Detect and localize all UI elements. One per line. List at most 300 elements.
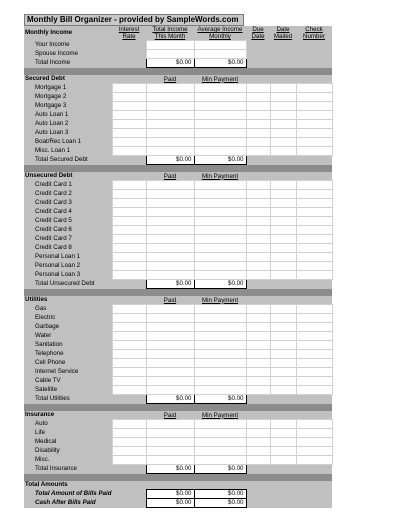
entry-cell[interactable] xyxy=(112,350,146,359)
entry-cell[interactable] xyxy=(194,305,246,314)
row-label: Misc. xyxy=(24,456,112,465)
row-label: Satellite xyxy=(24,386,112,395)
entry-cell[interactable] xyxy=(270,102,296,111)
entry-cell[interactable] xyxy=(246,253,270,262)
entry-cell[interactable] xyxy=(296,120,332,129)
entry-cell[interactable] xyxy=(246,111,270,120)
paid-header: Paid xyxy=(146,411,194,420)
entry-cell[interactable] xyxy=(246,262,270,271)
average-income-header: Average Income Monthly xyxy=(194,26,246,41)
entry-cell[interactable] xyxy=(296,226,332,235)
entry-cell[interactable] xyxy=(246,244,270,253)
entry-cell[interactable] xyxy=(146,235,194,244)
entry-cell[interactable] xyxy=(296,84,332,93)
entry-cell[interactable] xyxy=(246,138,270,147)
table-row xyxy=(24,368,332,377)
entry-cell[interactable] xyxy=(246,217,270,226)
table-row xyxy=(24,447,332,456)
row-label: Water xyxy=(24,332,112,341)
entry-cell[interactable] xyxy=(112,138,146,147)
entry-cell[interactable] xyxy=(194,102,246,111)
entry-cell[interactable] xyxy=(194,341,246,350)
entry-cell[interactable] xyxy=(296,341,332,350)
entry-cell[interactable] xyxy=(194,420,246,429)
cash-after-bills-label: Cash After Bills Paid xyxy=(24,499,112,508)
entry-cell[interactable] xyxy=(246,350,270,359)
entry-cell[interactable] xyxy=(112,420,146,429)
entry-cell[interactable] xyxy=(112,359,146,368)
total-income-header: Total Income This Month xyxy=(146,26,194,41)
entry-cell[interactable] xyxy=(146,377,194,386)
entry-cell[interactable] xyxy=(146,244,194,253)
entry-cell[interactable] xyxy=(194,323,246,332)
entry-cell[interactable] xyxy=(112,341,146,350)
total-paid-value: $0.00 xyxy=(146,280,194,289)
entry-cell[interactable] xyxy=(246,93,270,102)
row-label: Sanitation xyxy=(24,341,112,350)
entry-cell[interactable] xyxy=(270,111,296,120)
entry-cell[interactable] xyxy=(270,368,296,377)
entry-cell[interactable] xyxy=(270,226,296,235)
entry-cell[interactable] xyxy=(146,456,194,465)
table-row xyxy=(24,271,332,280)
entry-cell[interactable] xyxy=(194,253,246,262)
total-label: Total Utilities xyxy=(24,395,112,404)
entry-cell[interactable] xyxy=(194,217,246,226)
table-row xyxy=(24,181,332,190)
entry-cell[interactable] xyxy=(146,217,194,226)
entry-cell[interactable] xyxy=(270,208,296,217)
table-row xyxy=(24,244,332,253)
row-label: Credit Card 5 xyxy=(24,217,112,226)
entry-cell[interactable] xyxy=(270,217,296,226)
entry-cell[interactable] xyxy=(146,102,194,111)
entry-cell[interactable] xyxy=(296,368,332,377)
interest-rate-header: Interest Rate xyxy=(112,26,146,41)
entry-cell[interactable] xyxy=(112,129,146,138)
entry-cell[interactable] xyxy=(194,368,246,377)
entry-cell[interactable] xyxy=(112,102,146,111)
entry-cell[interactable] xyxy=(296,305,332,314)
entry-cell[interactable] xyxy=(194,262,246,271)
entry-cell[interactable] xyxy=(246,420,270,429)
entry-cell[interactable] xyxy=(194,350,246,359)
entry-cell[interactable] xyxy=(270,305,296,314)
row-label: Telephone xyxy=(24,350,112,359)
entry-cell[interactable] xyxy=(112,181,146,190)
min-payment-header: Min Payment xyxy=(194,411,246,420)
entry-cell[interactable] xyxy=(246,199,270,208)
entry-cell[interactable] xyxy=(112,305,146,314)
entry-cell[interactable] xyxy=(194,271,246,280)
entry-cell[interactable] xyxy=(296,456,332,465)
entry-cell[interactable] xyxy=(246,120,270,129)
table-row xyxy=(24,499,332,508)
entry-cell[interactable] xyxy=(296,111,332,120)
entry-cell[interactable] xyxy=(270,120,296,129)
entry-cell[interactable] xyxy=(270,332,296,341)
entry-cell[interactable] xyxy=(296,359,332,368)
entry-cell[interactable] xyxy=(112,262,146,271)
entry-cell[interactable] xyxy=(246,314,270,323)
entry-cell[interactable] xyxy=(194,181,246,190)
entry-cell[interactable] xyxy=(146,199,194,208)
entry-cell[interactable] xyxy=(146,368,194,377)
entry-cell[interactable] xyxy=(194,208,246,217)
organizer-table xyxy=(24,26,333,508)
total-bills-paid-label: Total Amount of Bills Paid xyxy=(24,490,112,499)
table-row xyxy=(24,217,332,226)
entry-cell[interactable] xyxy=(146,350,194,359)
entry-cell[interactable] xyxy=(112,253,146,262)
amount-cell[interactable] xyxy=(194,41,246,50)
table-row xyxy=(24,50,332,59)
table-row xyxy=(24,280,332,289)
entry-cell[interactable] xyxy=(194,244,246,253)
row-label: Credit Card 1 xyxy=(24,181,112,190)
total-min-value: $0.00 xyxy=(194,465,246,474)
entry-cell[interactable] xyxy=(112,438,146,447)
entry-cell[interactable] xyxy=(270,350,296,359)
entry-cell[interactable] xyxy=(270,244,296,253)
entry-cell[interactable] xyxy=(246,84,270,93)
entry-cell[interactable] xyxy=(146,226,194,235)
entry-cell[interactable] xyxy=(194,332,246,341)
entry-cell[interactable] xyxy=(270,199,296,208)
entry-cell[interactable] xyxy=(296,386,332,395)
entry-cell[interactable] xyxy=(270,181,296,190)
entry-cell[interactable] xyxy=(112,226,146,235)
entry-cell[interactable] xyxy=(246,226,270,235)
entry-cell[interactable] xyxy=(112,447,146,456)
entry-cell[interactable] xyxy=(112,429,146,438)
table-row xyxy=(24,314,332,323)
section-header: Utilities xyxy=(24,296,112,305)
entry-cell[interactable] xyxy=(270,377,296,386)
entry-cell[interactable] xyxy=(270,447,296,456)
row-label: Medical xyxy=(24,438,112,447)
entry-cell[interactable] xyxy=(146,111,194,120)
entry-cell[interactable] xyxy=(246,332,270,341)
entry-cell[interactable] xyxy=(246,456,270,465)
table-row xyxy=(24,199,332,208)
entry-cell[interactable] xyxy=(194,147,246,156)
entry-cell[interactable] xyxy=(146,341,194,350)
entry-cell[interactable] xyxy=(146,271,194,280)
entry-cell[interactable] xyxy=(246,305,270,314)
row-label: Auto Loan 2 xyxy=(24,120,112,129)
entry-cell[interactable] xyxy=(194,190,246,199)
entry-cell[interactable] xyxy=(194,314,246,323)
row-label: Auto Loan 1 xyxy=(24,111,112,120)
entry-cell[interactable] xyxy=(146,120,194,129)
entry-cell[interactable] xyxy=(270,359,296,368)
entry-cell[interactable] xyxy=(146,314,194,323)
grand-total-value: $0.00 xyxy=(146,499,194,508)
entry-cell[interactable] xyxy=(194,120,246,129)
entry-cell[interactable] xyxy=(296,93,332,102)
entry-cell[interactable] xyxy=(270,138,296,147)
entry-cell[interactable] xyxy=(146,359,194,368)
table-row xyxy=(24,102,332,111)
entry-cell[interactable] xyxy=(296,102,332,111)
row-label: Electric xyxy=(24,314,112,323)
row-label: Credit Card 2 xyxy=(24,190,112,199)
entry-cell[interactable] xyxy=(194,138,246,147)
entry-cell[interactable] xyxy=(246,429,270,438)
entry-cell[interactable] xyxy=(246,341,270,350)
entry-cell[interactable] xyxy=(296,147,332,156)
due-date-header: Due Date xyxy=(246,26,270,41)
entry-cell[interactable] xyxy=(112,323,146,332)
entry-cell[interactable] xyxy=(270,314,296,323)
entry-cell[interactable] xyxy=(270,271,296,280)
entry-cell[interactable] xyxy=(146,138,194,147)
entry-cell[interactable] xyxy=(270,84,296,93)
table-row xyxy=(24,59,332,68)
entry-cell[interactable] xyxy=(146,429,194,438)
entry-cell[interactable] xyxy=(246,386,270,395)
section-header: Unsecured Debt xyxy=(24,172,112,181)
entry-cell[interactable] xyxy=(146,181,194,190)
entry-cell[interactable] xyxy=(296,253,332,262)
table-row xyxy=(24,332,332,341)
entry-cell[interactable] xyxy=(270,341,296,350)
entry-cell[interactable] xyxy=(194,447,246,456)
entry-cell[interactable] xyxy=(194,84,246,93)
entry-cell[interactable] xyxy=(296,438,332,447)
entry-cell[interactable] xyxy=(296,447,332,456)
entry-cell[interactable] xyxy=(270,253,296,262)
table-row xyxy=(24,350,332,359)
entry-cell[interactable] xyxy=(296,429,332,438)
table-row xyxy=(24,481,332,490)
entry-cell[interactable] xyxy=(296,138,332,147)
table-row xyxy=(24,253,332,262)
row-label: Cell Phone xyxy=(24,359,112,368)
check-number-header: Check Number xyxy=(296,26,332,41)
entry-cell[interactable] xyxy=(270,262,296,271)
entry-cell[interactable] xyxy=(146,93,194,102)
entry-cell[interactable] xyxy=(296,323,332,332)
entry-cell[interactable] xyxy=(194,93,246,102)
entry-cell[interactable] xyxy=(246,147,270,156)
entry-cell[interactable] xyxy=(246,190,270,199)
entry-cell[interactable] xyxy=(296,314,332,323)
entry-cell[interactable] xyxy=(146,305,194,314)
table-row xyxy=(24,323,332,332)
entry-cell[interactable] xyxy=(146,447,194,456)
entry-cell[interactable] xyxy=(112,271,146,280)
entry-cell[interactable] xyxy=(246,323,270,332)
min-payment-header: Min Payment xyxy=(194,75,246,84)
min-payment-header: Min Payment xyxy=(194,172,246,181)
table-row xyxy=(24,129,332,138)
total-paid-value: $0.00 xyxy=(146,156,194,165)
entry-cell[interactable] xyxy=(270,129,296,138)
table-row xyxy=(24,411,332,420)
entry-cell[interactable] xyxy=(270,420,296,429)
table-row xyxy=(24,438,332,447)
row-label: Auto Loan 3 xyxy=(24,129,112,138)
entry-cell[interactable] xyxy=(146,386,194,395)
section-separator xyxy=(24,404,332,412)
section-header: Secured Debt xyxy=(24,75,112,84)
row-label: Misc. Loan 1 xyxy=(24,147,112,156)
entry-cell[interactable] xyxy=(194,129,246,138)
entry-cell[interactable] xyxy=(270,147,296,156)
entry-cell[interactable] xyxy=(246,271,270,280)
entry-cell[interactable] xyxy=(246,102,270,111)
entry-cell[interactable] xyxy=(146,147,194,156)
entry-cell[interactable] xyxy=(270,190,296,199)
entry-cell[interactable] xyxy=(296,235,332,244)
entry-cell[interactable] xyxy=(146,262,194,271)
row-label: Disability xyxy=(24,447,112,456)
entry-cell[interactable] xyxy=(194,438,246,447)
entry-cell[interactable] xyxy=(296,271,332,280)
entry-cell[interactable] xyxy=(246,129,270,138)
entry-cell[interactable] xyxy=(296,244,332,253)
entry-cell[interactable] xyxy=(112,386,146,395)
entry-cell[interactable] xyxy=(270,438,296,447)
entry-cell[interactable] xyxy=(112,199,146,208)
entry-cell[interactable] xyxy=(194,386,246,395)
entry-cell[interactable] xyxy=(112,147,146,156)
table-row xyxy=(24,420,332,429)
entry-cell[interactable] xyxy=(112,111,146,120)
entry-cell[interactable] xyxy=(246,447,270,456)
table-row xyxy=(24,120,332,129)
entry-cell[interactable] xyxy=(112,456,146,465)
entry-cell[interactable] xyxy=(194,456,246,465)
entry-cell[interactable] xyxy=(146,208,194,217)
entry-cell[interactable] xyxy=(112,377,146,386)
entry-cell[interactable] xyxy=(296,420,332,429)
entry-cell[interactable] xyxy=(246,438,270,447)
entry-cell[interactable] xyxy=(296,332,332,341)
total-value: $0.00 xyxy=(146,59,194,68)
row-label: Cable TV xyxy=(24,377,112,386)
entry-cell[interactable] xyxy=(112,208,146,217)
table-row xyxy=(24,26,332,41)
entry-cell[interactable] xyxy=(270,429,296,438)
section-separator xyxy=(24,165,332,173)
amount-cell[interactable] xyxy=(194,50,246,59)
total-min-value: $0.00 xyxy=(194,395,246,404)
row-label: Auto xyxy=(24,420,112,429)
entry-cell[interactable] xyxy=(146,190,194,199)
entry-cell[interactable] xyxy=(112,314,146,323)
entry-cell[interactable] xyxy=(246,235,270,244)
total-paid-value: $0.00 xyxy=(146,395,194,404)
table-row xyxy=(24,84,332,93)
entry-cell[interactable] xyxy=(246,208,270,217)
entry-cell[interactable] xyxy=(112,217,146,226)
entry-cell[interactable] xyxy=(146,332,194,341)
table-row xyxy=(24,190,332,199)
table-row xyxy=(24,226,332,235)
date-mailed-header: Date Mailed xyxy=(270,26,296,41)
entry-cell[interactable] xyxy=(270,456,296,465)
entry-cell[interactable] xyxy=(246,377,270,386)
table-row xyxy=(24,147,332,156)
entry-cell[interactable] xyxy=(146,438,194,447)
total-min-value: $0.00 xyxy=(194,280,246,289)
table-row xyxy=(24,41,332,50)
entry-cell[interactable] xyxy=(296,129,332,138)
entry-cell[interactable] xyxy=(296,217,332,226)
entry-cell[interactable] xyxy=(194,226,246,235)
row-label: Your Income xyxy=(24,41,112,50)
entry-cell[interactable] xyxy=(296,190,332,199)
entry-cell[interactable] xyxy=(246,181,270,190)
table-row xyxy=(24,490,332,499)
entry-cell[interactable] xyxy=(112,332,146,341)
row-label: Personal Loan 3 xyxy=(24,271,112,280)
row-label: Mortgage 2 xyxy=(24,93,112,102)
table-row xyxy=(24,359,332,368)
entry-cell[interactable] xyxy=(296,208,332,217)
entry-cell[interactable] xyxy=(270,386,296,395)
entry-cell[interactable] xyxy=(146,420,194,429)
section-header: Total Amounts xyxy=(24,481,112,490)
entry-cell[interactable] xyxy=(194,377,246,386)
entry-cell[interactable] xyxy=(112,235,146,244)
entry-cell[interactable] xyxy=(296,350,332,359)
entry-cell[interactable] xyxy=(112,93,146,102)
entry-cell[interactable] xyxy=(246,368,270,377)
row-label: Garbage xyxy=(24,323,112,332)
row-label: Credit Card 8 xyxy=(24,244,112,253)
entry-cell[interactable] xyxy=(112,190,146,199)
grand-total-value: $0.00 xyxy=(194,490,246,499)
table-row xyxy=(24,235,332,244)
entry-cell[interactable] xyxy=(270,323,296,332)
entry-cell[interactable] xyxy=(112,84,146,93)
total-min-value: $0.00 xyxy=(194,156,246,165)
amount-cell[interactable] xyxy=(146,50,194,59)
table-row xyxy=(24,138,332,147)
entry-cell[interactable] xyxy=(146,129,194,138)
entry-cell[interactable] xyxy=(112,244,146,253)
entry-cell[interactable] xyxy=(146,323,194,332)
table-row xyxy=(24,262,332,271)
entry-cell[interactable] xyxy=(194,235,246,244)
table-row xyxy=(24,172,332,181)
row-label: Credit Card 7 xyxy=(24,235,112,244)
entry-cell[interactable] xyxy=(194,111,246,120)
entry-cell[interactable] xyxy=(246,359,270,368)
entry-cell[interactable] xyxy=(194,359,246,368)
entry-cell[interactable] xyxy=(270,235,296,244)
entry-cell[interactable] xyxy=(296,181,332,190)
entry-cell[interactable] xyxy=(296,262,332,271)
entry-cell[interactable] xyxy=(112,120,146,129)
table-row xyxy=(24,111,332,120)
total-label: Total Unsecured Debt xyxy=(24,280,112,289)
amount-cell[interactable] xyxy=(146,41,194,50)
entry-cell[interactable] xyxy=(194,429,246,438)
entry-cell[interactable] xyxy=(146,253,194,262)
entry-cell[interactable] xyxy=(112,368,146,377)
entry-cell[interactable] xyxy=(146,84,194,93)
entry-cell[interactable] xyxy=(296,377,332,386)
entry-cell[interactable] xyxy=(194,199,246,208)
entry-cell[interactable] xyxy=(270,93,296,102)
table-row xyxy=(24,386,332,395)
entry-cell[interactable] xyxy=(296,199,332,208)
